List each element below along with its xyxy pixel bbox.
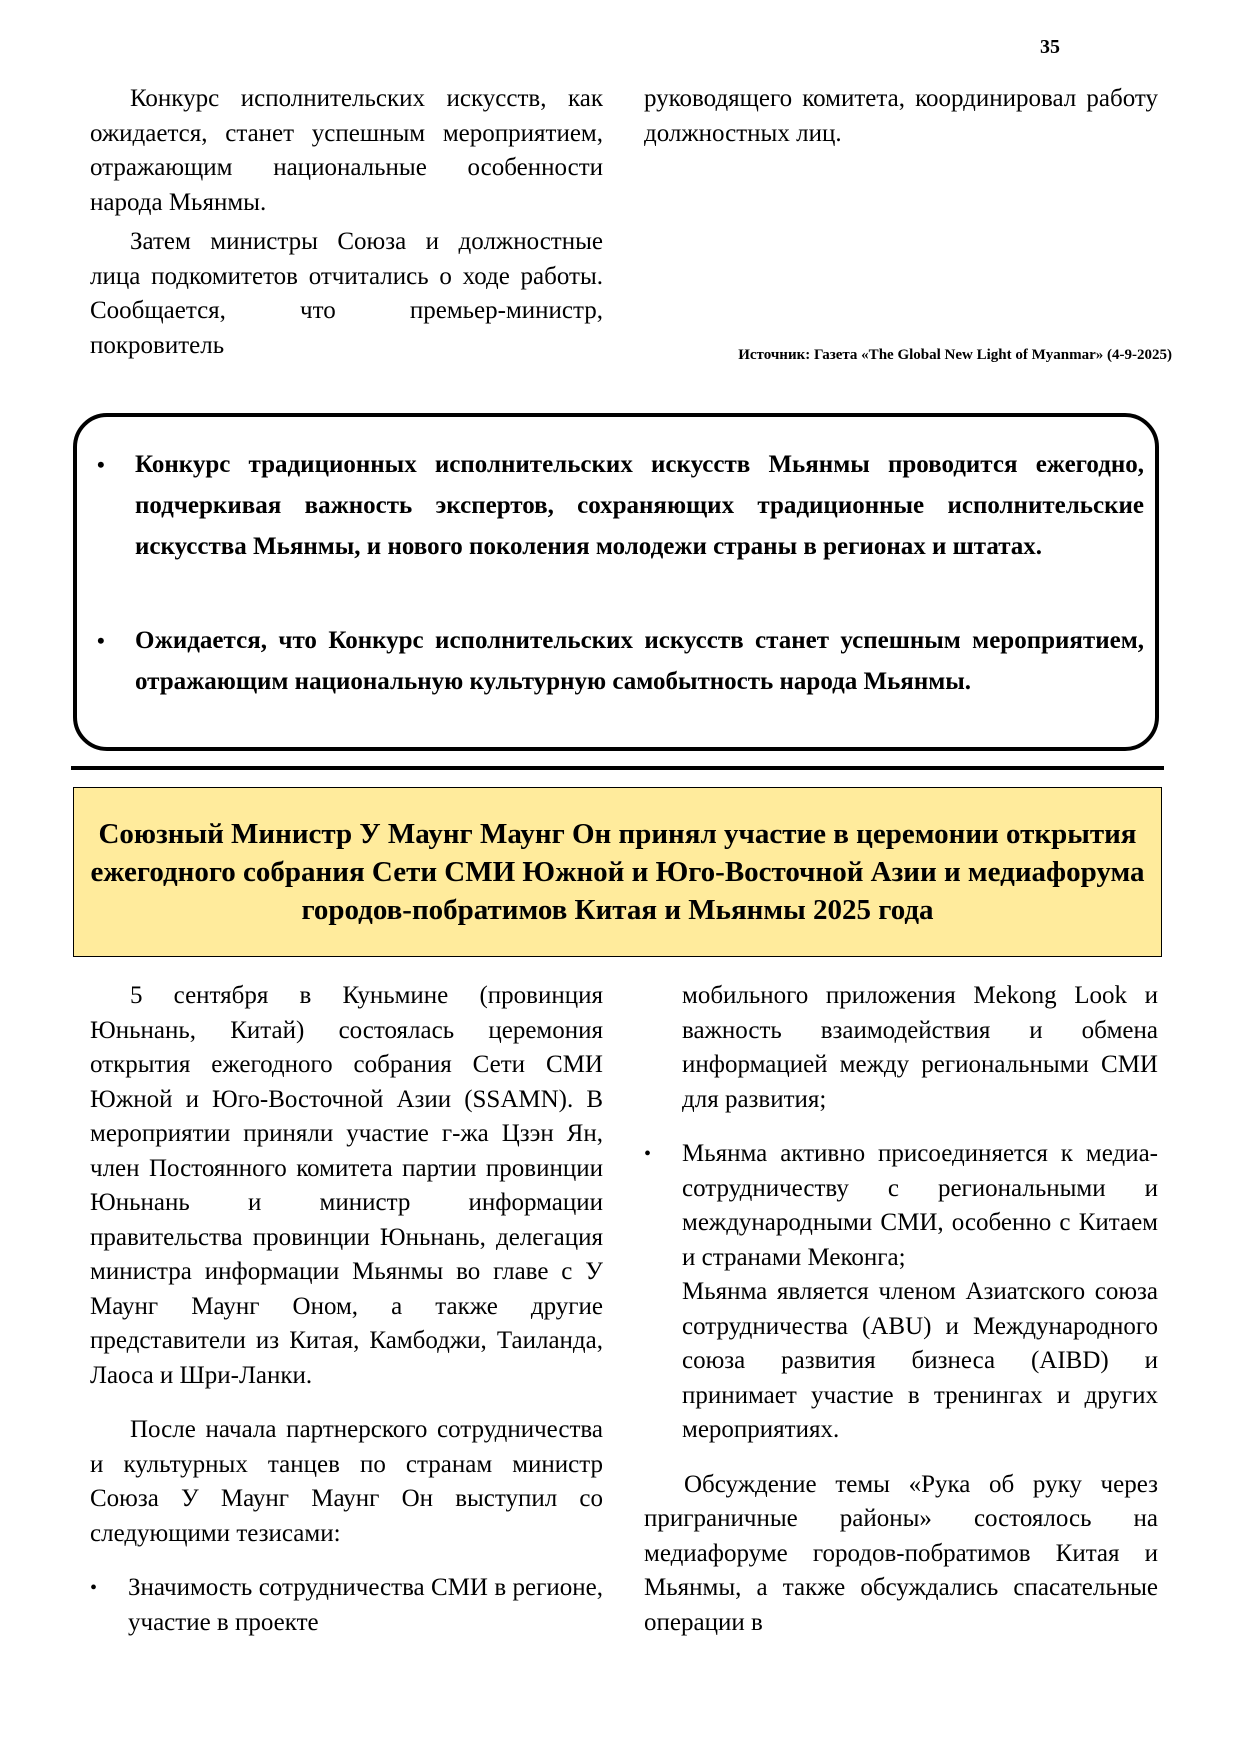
bullet-icon: • [97, 452, 105, 477]
paragraph: Обсуждение темы «Рука об руку через приграничные районы» состоялось на медиафоруме городов-побратимов Китая и Мьянмы, а также обсуждались спасательные операции в [644, 1470, 1158, 1636]
top-right-column [644, 82, 1158, 151]
section-divider [71, 766, 1164, 770]
source-citation: Источник: Газета «The Global New Light of Myanmar» (4-9-2025) [738, 347, 1172, 363]
bullet-list [90, 1571, 603, 1640]
paragraph: 5 сентября в Куньмине (провинция Юньнань, Китай) состоялась церемония открытия ежегодного собрания Сети СМИ Южной и Юго-Восточной Азии (SSAMN). В мероприятии приняли участие г-жа Цзэн Ян, член Постоянного комитета партии провинции Юньнань и министр информации правительства провинции Юньнань, делегация министра информации Мьянмы во главе с У Маунг Маунг Оном, а также другие представители из Китая, Камбоджи, Таиланда, Лаоса и Шри-Ланки. [90, 982, 603, 1389]
bullet-icon: • [90, 1577, 98, 1599]
bullet-item [90, 1571, 603, 1640]
paragraph: Конкурс исполнительских искусств, как ожидается, станет успешным мероприятием, отражающим национальные особенности народа Мьянмы. [90, 85, 603, 216]
page-number: 35 [1040, 36, 1060, 58]
bullet-text: Значимость сотрудничества СМИ в регионе, участие в проекте [128, 1574, 603, 1636]
paragraph: Затем министры Союза и должностные лица подкомитетов отчитались о ходе работы. Сообщается, что премьер-министр, покровитель [90, 228, 603, 359]
highlight-item [97, 444, 1144, 567]
article-left-column [90, 979, 603, 1640]
bullet-text: Мьянма является членом Азиатского союза сотрудничества (ABU) и Международного союза развития бизнеса (AIBD) и принимает участие в тренингах и других мероприятиях. [682, 1278, 1158, 1443]
article-right-column [644, 979, 1158, 1640]
article-title-box [73, 787, 1162, 957]
article-title: Союзный Министр У Маунг Маунг Он принял участие в церемонии открытия ежегодного собрания Сети СМИ Южной и Юго-Восточной Азии и медиафорума городов-побратимов Китая и Мьянмы 2025 года [90, 818, 1145, 926]
bullet-text: мобильного приложения Mekong Look и важность взаимодействия и обмена информацией между региональными СМИ для развития; [682, 982, 1158, 1113]
highlight-item [97, 620, 1144, 702]
bullet-text: Мьянма активно присоединяется к медиа-сотрудничеству с региональными и международными СМИ, особенно с Китаем и странами Меконга; [682, 1140, 1158, 1271]
bullet-icon: • [644, 1143, 652, 1165]
highlight-text: Ожидается, что Конкурс исполнительских искусств станет успешным мероприятием, отражающим национальную культурную самобытность народа Мьянмы. [135, 627, 1144, 695]
highlight-box [73, 413, 1159, 751]
bullet-icon: • [97, 628, 105, 653]
highlight-text: Конкурс традиционных исполнительских искусств Мьянмы проводится ежегодно, подчеркивая важность экспертов, сохраняющих традиционные исполнительские искусства Мьянмы, и нового поколения молодежи страны в регионах и штатах. [135, 451, 1144, 560]
paragraph: После начала партнерского сотрудничества и культурных танцев по странам министр Союза У Маунг Маунг Он выступил со следующими тезисами: [90, 1416, 603, 1547]
bullet-item-continued [644, 979, 1158, 1117]
bullet-item [644, 1137, 1158, 1448]
bullet-list [644, 979, 1158, 1448]
paragraph: руководящего комитета, координировал работу должностных лиц. [644, 85, 1158, 147]
top-left-column [90, 82, 603, 363]
